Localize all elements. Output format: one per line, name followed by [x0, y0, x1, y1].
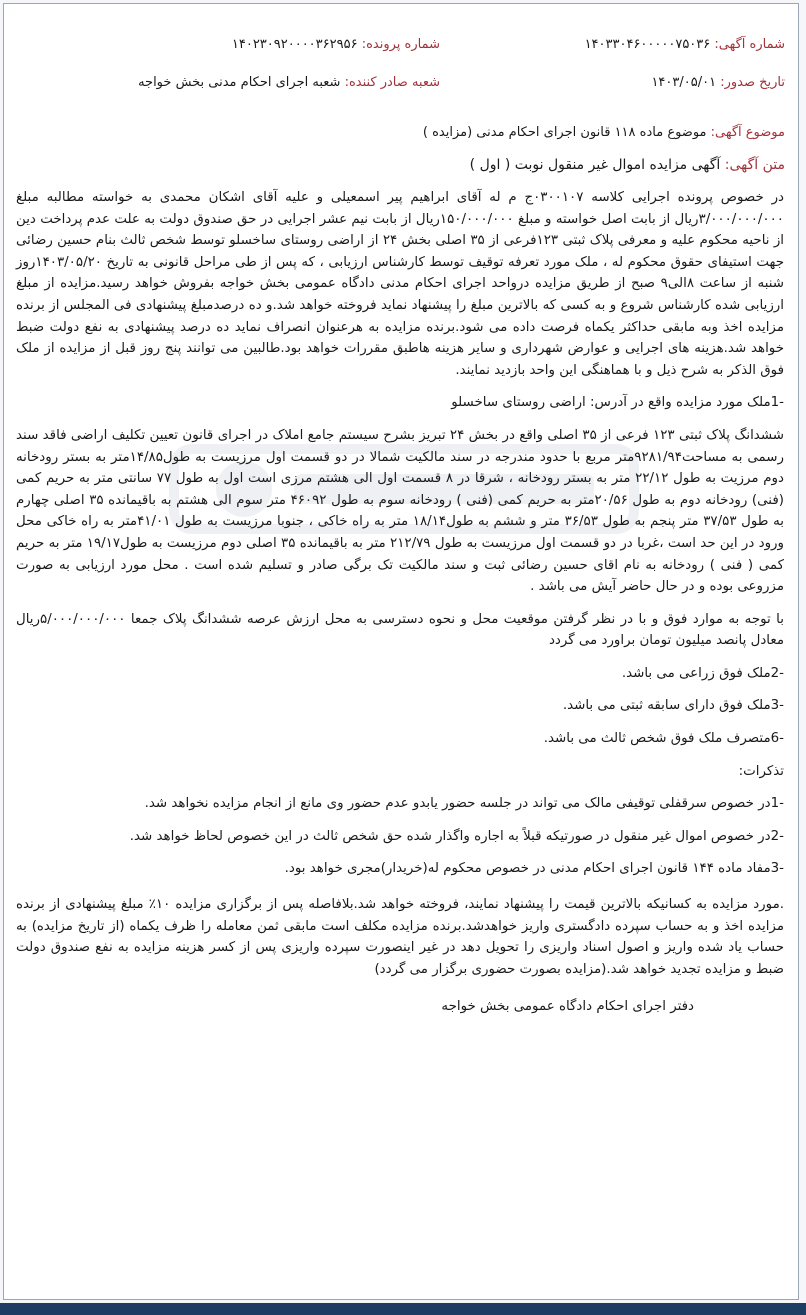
- item-2: -2ملک فوق زراعی می باشد.: [621, 665, 784, 681]
- bottom-bar: [0, 1303, 806, 1315]
- notes-title: تذکرات:: [738, 763, 784, 779]
- item-1: -1ملک مورد مزایده واقع در آدرس: اراضی روستای ساخسلو: [451, 395, 784, 411]
- case-number-value: ۱۴۰۲۳۰۹۲۰۰۰۰۳۶۲۹۵۶: [231, 37, 358, 52]
- issue-date-label: تاریخ صدور:: [720, 75, 785, 90]
- case-number: [232, 37, 440, 52]
- ad-subject-label: موضوع آگهی:: [710, 125, 785, 140]
- ad-document: [3, 3, 799, 1300]
- note-2: -2در خصوص اموال غیر منقول در صورتیکه قبلاً به اجاره واگذار شده حق شخص ثالث در این خصوص لحاظ خواهد شد.: [129, 828, 784, 844]
- valuation-paragraph: با توجه به موارد فوق و با در نظر گرفتن موقعیت محل و نحوه دسترسی به محل ارزش عرصه ششدانگ پلاک جمعا ۵/۰۰۰/۰۰۰/۰۰۰ریال معادل پانصد میلیون تومان براورد می گردد: [16, 611, 784, 649]
- ad-subject-value: موضوع ماده ۱۱۸ قانون اجرای احکام مدنی (مزایده ): [422, 125, 707, 140]
- note-3: -3مفاد ماده ۱۴۴ قانون اجرای احکام مدنی در خصوص محکوم له(خریدار)مجری خواهد بود.: [284, 861, 784, 877]
- issue-date-value: ۱۴۰۳/۰۵/۰۱: [651, 75, 717, 90]
- note-1: -1در خصوص سرقفلی توقیفی مالک می تواند در جلسه حضور یابدو عدم حضور وی مانع از انجام مزایده نخواهد شد.: [144, 796, 784, 812]
- case-number-label: شماره پرونده:: [361, 37, 440, 52]
- item-6: -6متصرف ملک فوق شخص ثالث می باشد.: [543, 731, 784, 747]
- ad-number-value: ۱۴۰۳۳۰۴۶۰۰۰۰۰۷۵۰۳۶: [584, 37, 711, 52]
- closing-paragraph: .مورد مزایده به کسانیکه بالاترین قیمت را پیشنهاد نمایند، فروخته خواهد شد.بلافاصله پس از برگزاری مزایده ۱۰٪ مبلغ پیشنهادی از برنده مزایده اخذ و به حساب سپرده دادگستری واریز خواهدشد.برنده مزایده مکلف است مابقی ثمن معامله را ظرف یکماه (از تاریخ مزایده) به حساب یاد شده واریز و اصول اسناد واریزی را تحویل دهد در غیر اینصورت سپرده واریزی پس از کسر هزینه مزایده به نفع صندوق دولت ضبط و مزایده تجدید خواهد شد.(مزایده بصورت حضوری برگزار می گردد): [16, 897, 785, 977]
- property-description: ششدانگ پلاک ثبتی ۱۲۳ فرعی از ۳۵ اصلی واقع در بخش ۲۴ تبریز بشرح سیستم جامع املاک در اجرای قانون تعیین تکلیف اراضی فاقد سند رسمی به مساحت۹۲۸۱/۹۴متر مربع با حدود مندرجه در سند مالکیت شمالا در دو قسمت اول مرزیست به طول۱۴/۸۵متر به بستر رودخانه دوم مرزیت به طول ۲۲/۱۲ متر به بستر رودخانه ، شرقا در ۸ قسمت اول الی هشتم مرزی است اول به طول ۷۷ سانتی متر به حریم کمی (فنی) رودخانه دوم به طول ۲۰/۵۶متر به حریم کمی (فنی ) رودخانه سوم به طول ۴۶۰۹۲ متر سوم الی هشتم به باقیمانده ۳۵ اصلی چهارم به طول ۳۷/۵۳ متر پنجم به طول ۳۶/۵۳ متر و ششم به طول۱۸/۱۴ متر به راه خاکی ، جنوبا مرزیست به طول ۴۱/۰۱متر به راه خاکی محل ورود در این حد است ،غربا در دو قسمت اول مرزیست به طول ۲۱۲/۷۹ متر به باقیمانده ۳۵ اصلی دوم مرزیست به طول۱۹/۱۷ متر به حریم کمی ( فنی ) رودخانه به نام اقای حسین رضائی ثبت و سند مالکیت تک برگی صادر و تسلیم شده است . محل مورد ارزیابی به صورت مزروعی بوده و در حال حاضر آیش می باشد .: [16, 427, 784, 595]
- intro-paragraph: در خصوص پرونده اجرایی کلاسه ۰۳۰۰۱۰۷ج م له آقای ابراهیم پیر اسمعیلی و علیه آقای اشکان محمدی به خواسته مطالبه مبلغ ۳/۰۰۰/۰۰۰/۰۰۰ریال از بابت اصل خواسته و مبلغ ۱۵۰/۰۰۰/۰۰۰ریال از بابت نیم عشر اجرایی در حق صندوق دولت به علت عدم پرداخت دین از ناحیه محکوم علیه و معرفی پلاک ثبتی ۱۲۳فرعی از ۳۵ اصلی بخش ۲۴ از اراضی روستای ساخسلو توسط شخص ثالث بنام حسین رضائی جهت استیفای حقوق محکوم له ، ملک مورد تعرفه توقیف توسط کارشناس ارزیابی ، که پس از طی مراحل قانونی به تاریخ ۱۴۰۳/۰۵/۲۰روز شنبه از ساعت ۸الی۹ صبح از طریق مزایده درواحد اجرای احکام مدنی دادگاه عمومی بخش خواجه بفروش خواهد رسید.مزایده از مبلغ ارزیابی شده کارشناس شروع و به کسی که بالاترین مبلغ را پیشنهاد نماید فروخته خواهد شد.و ده درصدمبلغ پیشنهادی فی المجلس از برنده مزایده اخذ وبه مابقی حداکثر یکماه فرصت داده می شود.برنده مزایده به هرعنوان انصراف نماید ده درصد پیشنهادی به نفع دولت ضبط خواهد شد.هزینه های اجرایی و عوارض شهرداری و سایر هزینه هاطبق مقررات خواهد بود.طالبین می توانند پنج روز قبل از مزایده از ملک فوق الذکر به شرح ذیل و با هماهنگی این واحد بازدید نمایند.: [16, 190, 785, 378]
- signature: دفتر اجرای احکام دادگاه عمومی بخش خواجه: [441, 999, 694, 1015]
- ad-text-label: متن آگهی:: [724, 157, 785, 173]
- ad-number: [585, 37, 785, 52]
- ad-body: [16, 187, 784, 1018]
- issuer-value: شعبه اجرای احکام مدنی بخش خواجه: [138, 75, 341, 90]
- item-3: -3ملک فوق دارای سابقه ثبتی می باشد.: [562, 698, 784, 714]
- issuer-label: شعبه صادر کننده:: [344, 75, 440, 90]
- issue-date: [651, 75, 785, 90]
- issuer: [138, 75, 440, 90]
- ad-text-value: آگهی مزایده اموال غیر منقول نوبت ( اول ): [469, 157, 721, 173]
- ad-text-title: [470, 157, 785, 173]
- ad-number-label: شماره آگهی:: [714, 37, 785, 52]
- ad-subject: [423, 125, 785, 140]
